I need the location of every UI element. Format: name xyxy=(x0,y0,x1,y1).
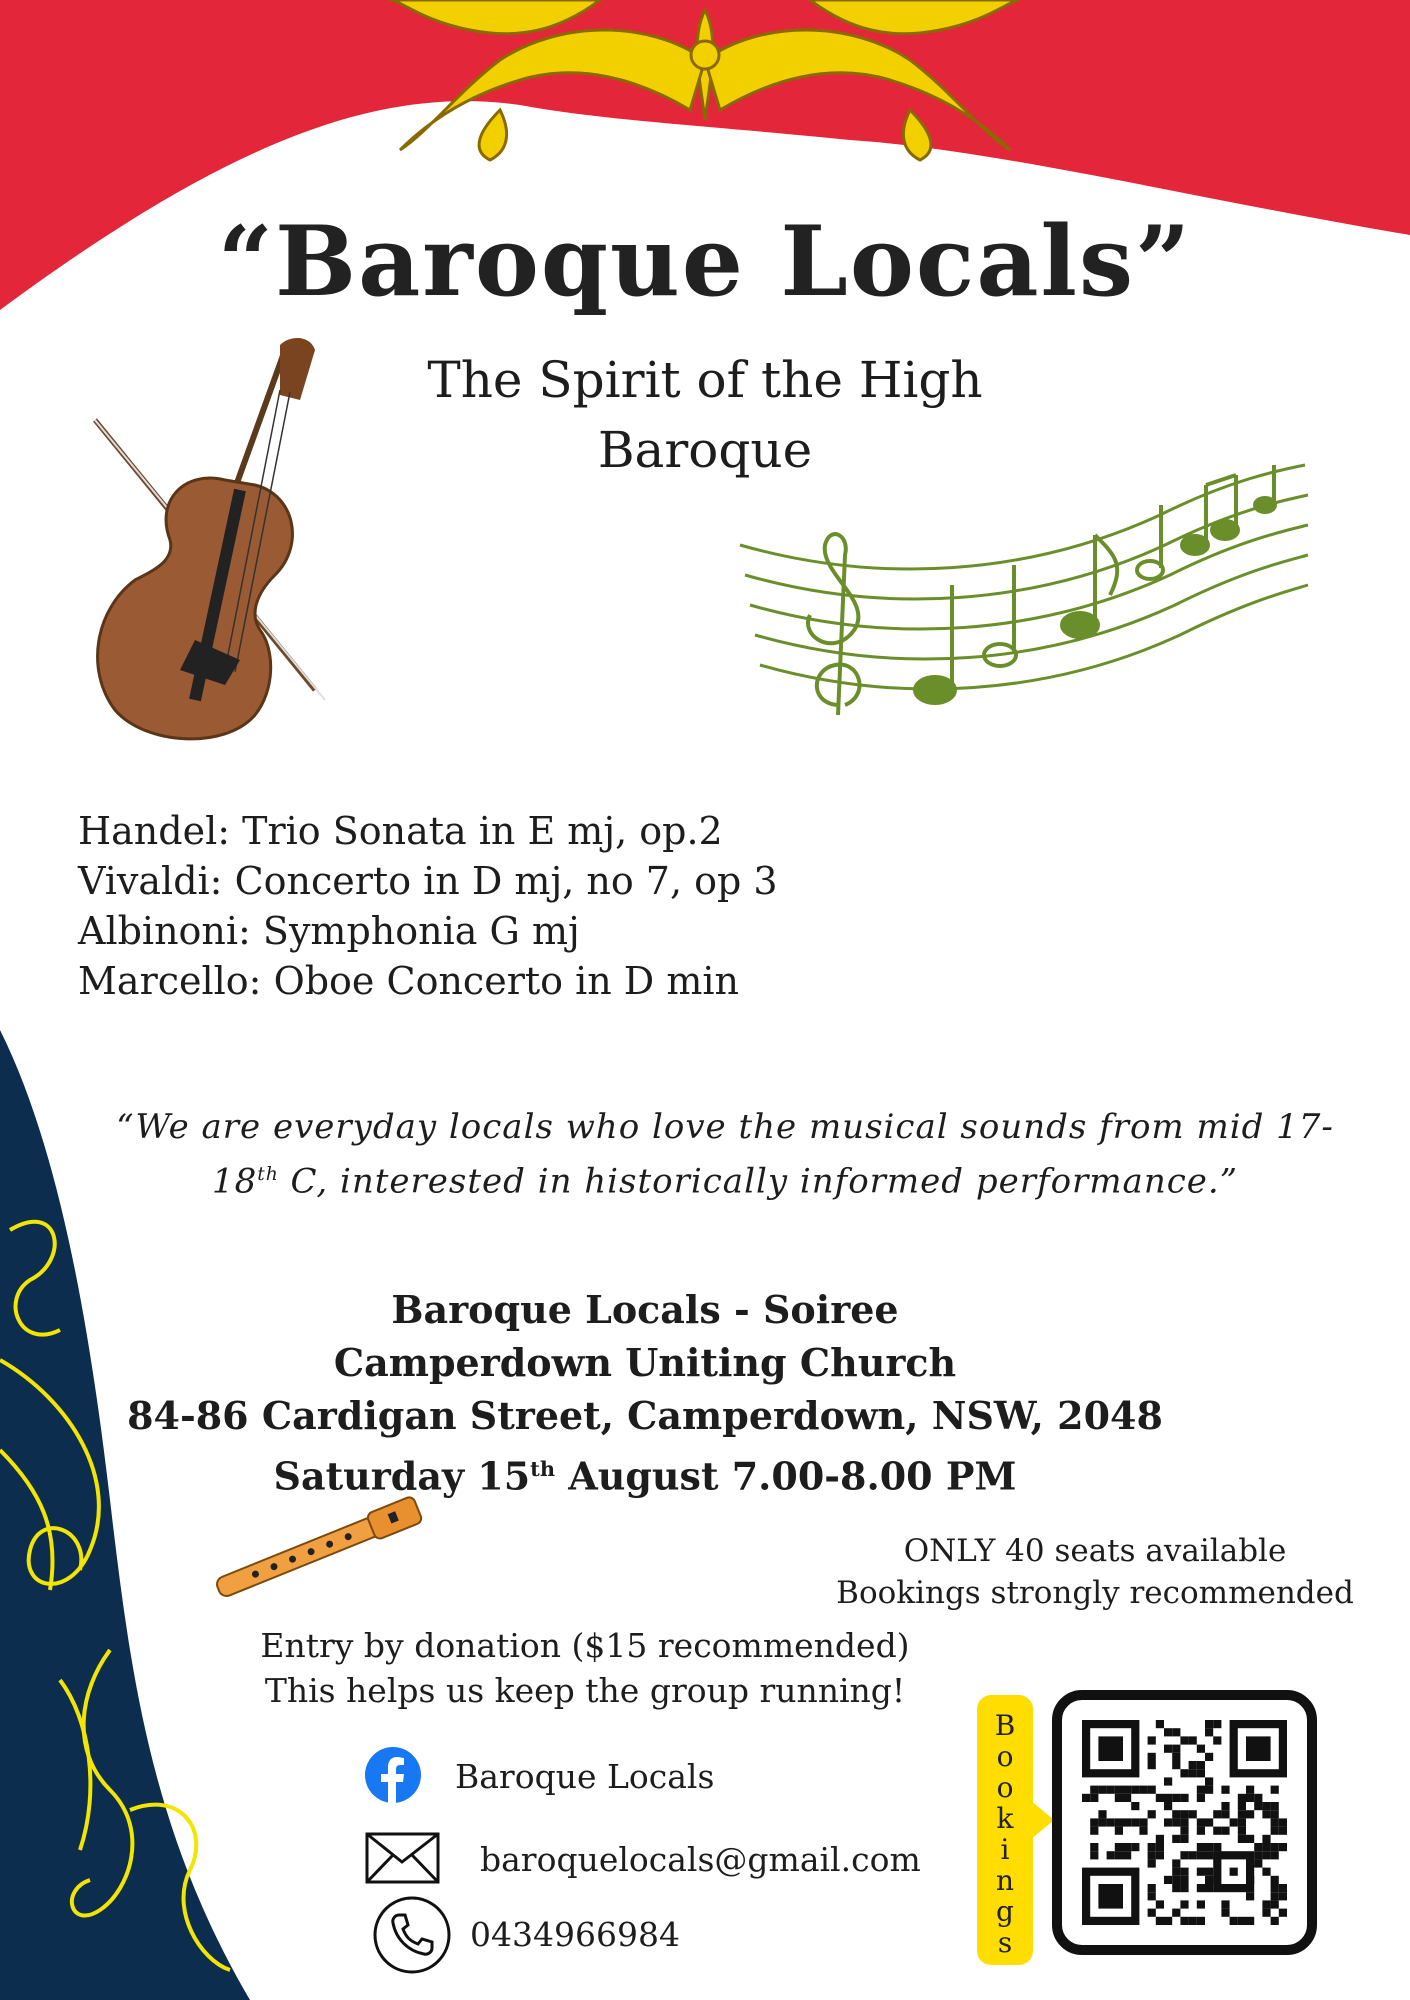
entry-line-1: Entry by donation ($15 recommended) xyxy=(260,1626,910,1665)
program-item: Albinoni: Symphonia G mj xyxy=(78,909,580,953)
subtitle-line-2: Baroque xyxy=(597,421,813,479)
bookings-label: B o o k i n g s xyxy=(994,1709,1016,1959)
music-staff-icon xyxy=(730,455,1310,745)
entry-notice xyxy=(235,1623,935,1713)
envelope-icon xyxy=(365,1832,440,1884)
quote-line-2: 18th C, interested in historically informed performance.” xyxy=(211,1161,1239,1202)
ornament-icon xyxy=(390,0,1020,160)
facebook-link[interactable]: Baroque Locals xyxy=(455,1757,715,1796)
phone-icon xyxy=(372,1895,452,1975)
subtitle-line-1: The Spirit of the High xyxy=(427,351,983,409)
page-title: “Baroque Locals” xyxy=(217,205,1193,318)
violin-icon xyxy=(75,330,335,750)
recorder-flute-icon xyxy=(205,1490,435,1605)
program-item: Handel: Trio Sonata in E mj, op.2 xyxy=(78,809,723,853)
phone-number: 0434966984 xyxy=(470,1915,680,1954)
seats-line-2: Bookings strongly recommended xyxy=(836,1575,1354,1611)
qr-frame[interactable] xyxy=(1052,1690,1317,1955)
event-address: 84-86 Cardigan Street, Camperdown, NSW, 2048 xyxy=(127,1393,1163,1438)
event-details xyxy=(90,1283,1200,1503)
event-name: Baroque Locals - Soiree xyxy=(391,1287,899,1332)
program-item: Marcello: Oboe Concerto in D min xyxy=(78,959,739,1003)
seats-line-1: ONLY 40 seats available xyxy=(903,1533,1287,1569)
program-item: Vivaldi: Concerto in D mj, no 7, op 3 xyxy=(78,859,778,903)
program-list xyxy=(78,806,778,1006)
seats-notice xyxy=(815,1530,1375,1614)
event-date: Saturday 15th August 7.00-8.00 PM xyxy=(273,1453,1017,1499)
quote-line-1: “We are everyday locals who love the musical sounds from mid 17- xyxy=(116,1107,1334,1147)
email-link[interactable]: baroquelocals@gmail.com xyxy=(480,1840,921,1879)
entry-line-2: This helps us keep the group running! xyxy=(264,1671,906,1710)
facebook-icon[interactable] xyxy=(365,1747,421,1803)
qr-code-icon[interactable] xyxy=(1082,1720,1287,1925)
group-quote xyxy=(60,1103,1390,1205)
event-venue: Camperdown Uniting Church xyxy=(333,1340,957,1385)
